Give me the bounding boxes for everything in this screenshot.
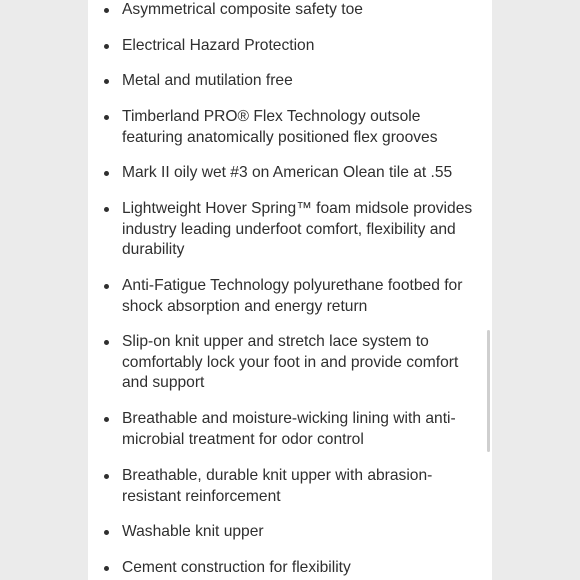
feature-text: Asymmetrical composite safety toe — [122, 1, 363, 18]
feature-text: Lightweight Hover Spring™ foam midsole provides industry leading underfoot comfort, flexibility and durability — [122, 200, 473, 259]
bullet-icon — [104, 340, 109, 345]
bullet-icon — [104, 171, 109, 176]
feature-text: Washable knit upper — [122, 523, 264, 540]
feature-text: Anti-Fatigue Technology polyurethane footbed for shock absorption and energy return — [122, 277, 463, 315]
bullet-icon — [104, 79, 109, 84]
bullet-icon — [104, 566, 109, 571]
scrollbar-thumb[interactable] — [487, 330, 490, 452]
feature-text: Mark II oily wet #3 on American Olean tile at .55 — [122, 164, 453, 181]
bullet-icon — [104, 8, 109, 13]
bullet-icon — [104, 115, 109, 120]
feature-text: Timberland PRO® Flex Technology outsole featuring anatomically positioned flex grooves — [122, 108, 438, 146]
feature-text: Breathable and moisture-wicking lining with anti-microbial treatment for odor control — [122, 410, 456, 448]
bullet-icon — [104, 417, 109, 422]
feature-list-panel — [88, 0, 492, 580]
bullet-icon — [104, 284, 109, 289]
bullet-icon — [104, 530, 109, 535]
feature-text: Metal and mutilation free — [122, 72, 293, 89]
bullet-icon — [104, 207, 109, 212]
bullet-icon — [104, 44, 109, 49]
feature-text: Cement construction for flexibility — [122, 559, 351, 576]
feature-text: Slip-on knit upper and stretch lace system to comfortably lock your foot in and provide comfort and support — [122, 333, 459, 392]
feature-text: Electrical Hazard Protection — [122, 37, 315, 54]
feature-text: Breathable, durable knit upper with abrasion-resistant reinforcement — [122, 467, 433, 505]
bullet-icon — [104, 474, 109, 479]
